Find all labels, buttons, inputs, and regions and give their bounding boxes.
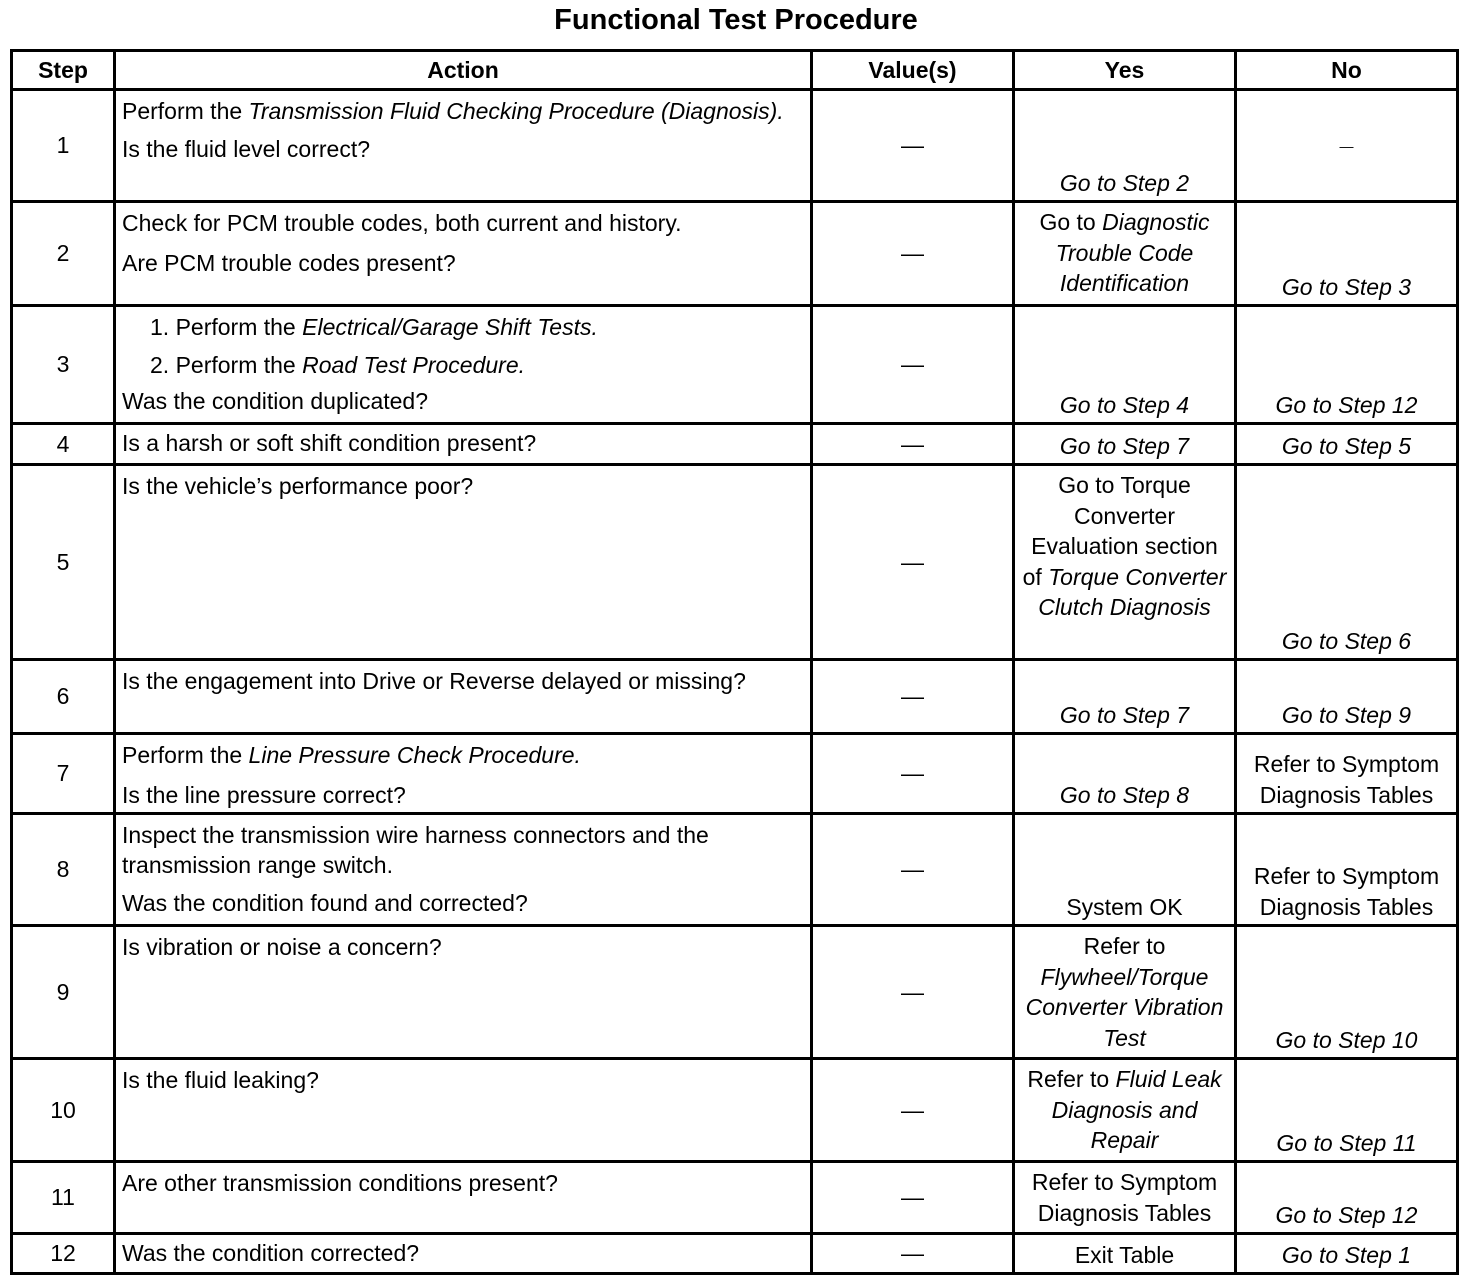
value-cell: — bbox=[812, 926, 1014, 1059]
value-cell: — bbox=[812, 814, 1014, 926]
no-cell: Go to Step 9 bbox=[1236, 660, 1458, 734]
action-cell bbox=[115, 1162, 812, 1234]
table-row bbox=[12, 90, 1458, 202]
action-cell bbox=[115, 926, 812, 1059]
no-cell: Go to Step 5 bbox=[1236, 424, 1458, 465]
functional-test-table bbox=[10, 49, 1459, 1275]
header-row bbox=[12, 51, 1458, 90]
table-row bbox=[12, 814, 1458, 926]
value-cell: — bbox=[812, 306, 1014, 424]
yes-cell: Refer to Flywheel/Torque Converter Vibration Test bbox=[1014, 926, 1236, 1059]
header-step: Step bbox=[12, 51, 115, 90]
action-cell bbox=[115, 1234, 812, 1274]
yes-cell: Go to Step 7 bbox=[1014, 660, 1236, 734]
question-text: Was the condition found and corrected? bbox=[122, 890, 528, 916]
no-cell: Refer to Symptom Diagnosis Tables bbox=[1236, 734, 1458, 814]
action-cell bbox=[115, 734, 812, 814]
value-cell: — bbox=[812, 660, 1014, 734]
table-row bbox=[12, 465, 1458, 660]
table-row bbox=[12, 1059, 1458, 1162]
table-row bbox=[12, 306, 1458, 424]
no-cell: Go to Step 1 bbox=[1236, 1234, 1458, 1274]
table-row bbox=[12, 1162, 1458, 1234]
action-cell bbox=[115, 306, 812, 424]
list-item: 2. Perform the Road Test Procedure. bbox=[150, 352, 526, 378]
step-number: 11 bbox=[12, 1162, 115, 1234]
no-cell: Go to Step 12 bbox=[1236, 1162, 1458, 1234]
step-number: 8 bbox=[12, 814, 115, 926]
question-text: Is a harsh or soft shift condition present? bbox=[122, 430, 537, 456]
step-number: 9 bbox=[12, 926, 115, 1059]
yes-cell: Exit Table bbox=[1014, 1234, 1236, 1274]
table-row bbox=[12, 734, 1458, 814]
yes-cell: Go to Diagnostic Trouble Code Identification bbox=[1014, 202, 1236, 306]
table-row bbox=[12, 660, 1458, 734]
yes-cell: Go to Step 4 bbox=[1014, 306, 1236, 424]
yes-cell: Go to Step 7 bbox=[1014, 424, 1236, 465]
table-row bbox=[12, 202, 1458, 306]
step-number: 3 bbox=[12, 306, 115, 424]
value-cell: — bbox=[812, 1162, 1014, 1234]
value-cell: — bbox=[812, 1234, 1014, 1274]
question-text: Are other transmission conditions present? bbox=[122, 1170, 558, 1196]
yes-cell: Go to Torque Converter Evaluation section of Torque Converter Clutch Diagnosis bbox=[1014, 465, 1236, 660]
action-cell bbox=[115, 465, 812, 660]
step-number: 1 bbox=[12, 90, 115, 202]
step-number: 5 bbox=[12, 465, 115, 660]
yes-cell: Refer to Fluid Leak Diagnosis and Repair bbox=[1014, 1059, 1236, 1162]
value-cell: — bbox=[812, 424, 1014, 465]
question-text: Is the line pressure correct? bbox=[122, 782, 406, 808]
action-cell bbox=[115, 424, 812, 465]
table-row bbox=[12, 1234, 1458, 1274]
action-text: Perform the bbox=[122, 98, 249, 124]
question-text: Is the engagement into Drive or Reverse delayed or missing? bbox=[122, 668, 746, 694]
action-cell bbox=[115, 90, 812, 202]
value-cell: — bbox=[812, 202, 1014, 306]
header-values: Value(s) bbox=[812, 51, 1014, 90]
value-cell: — bbox=[812, 1059, 1014, 1162]
yes-cell: Go to Step 2 bbox=[1014, 90, 1236, 202]
action-text: Perform the bbox=[122, 742, 249, 768]
action-cell bbox=[115, 1059, 812, 1162]
procedure-reference: Line Pressure Check Procedure. bbox=[248, 742, 581, 768]
no-cell: Go to Step 12 bbox=[1236, 306, 1458, 424]
action-cell bbox=[115, 202, 812, 306]
question-text: Is the vehicle’s performance poor? bbox=[122, 473, 474, 499]
question-text: Is the fluid leaking? bbox=[122, 1067, 319, 1093]
yes-cell: System OK bbox=[1014, 814, 1236, 926]
no-cell: Go to Step 6 bbox=[1236, 465, 1458, 660]
action-text: Check for PCM trouble codes, both current and history. bbox=[122, 210, 682, 236]
question-text: Is the fluid level correct? bbox=[122, 136, 371, 162]
yes-cell: Go to Step 8 bbox=[1014, 734, 1236, 814]
no-cell: Refer to Symptom Diagnosis Tables bbox=[1236, 814, 1458, 926]
question-text: Are PCM trouble codes present? bbox=[122, 250, 456, 276]
step-number: 12 bbox=[12, 1234, 115, 1274]
step-number: 6 bbox=[12, 660, 115, 734]
action-text: Inspect the transmission wire harness connectors and the transmission range switch. bbox=[122, 822, 709, 878]
step-number: 10 bbox=[12, 1059, 115, 1162]
table-row bbox=[12, 926, 1458, 1059]
no-cell: Go to Step 3 bbox=[1236, 202, 1458, 306]
header-yes: Yes bbox=[1014, 51, 1236, 90]
header-action: Action bbox=[115, 51, 812, 90]
page-title: Functional Test Procedure bbox=[554, 4, 918, 36]
step-number: 7 bbox=[12, 734, 115, 814]
no-cell: Go to Step 10 bbox=[1236, 926, 1458, 1059]
action-cell bbox=[115, 660, 812, 734]
table-row bbox=[12, 424, 1458, 465]
step-number: 2 bbox=[12, 202, 115, 306]
yes-cell: Refer to Symptom Diagnosis Tables bbox=[1014, 1162, 1236, 1234]
value-cell: — bbox=[812, 465, 1014, 660]
question-text: Was the condition duplicated? bbox=[122, 388, 429, 414]
list-item: 1. Perform the Electrical/Garage Shift Tests. bbox=[150, 314, 598, 340]
no-cell: — bbox=[1236, 90, 1458, 202]
value-cell: — bbox=[812, 90, 1014, 202]
question-text: Is vibration or noise a concern? bbox=[122, 934, 442, 960]
no-cell: Go to Step 11 bbox=[1236, 1059, 1458, 1162]
header-no: No bbox=[1236, 51, 1458, 90]
procedure-reference: Transmission Fluid Checking Procedure (Diagnosis). bbox=[248, 98, 784, 124]
step-number: 4 bbox=[12, 424, 115, 465]
question-text: Was the condition corrected? bbox=[122, 1240, 420, 1266]
value-cell: — bbox=[812, 734, 1014, 814]
action-cell bbox=[115, 814, 812, 926]
